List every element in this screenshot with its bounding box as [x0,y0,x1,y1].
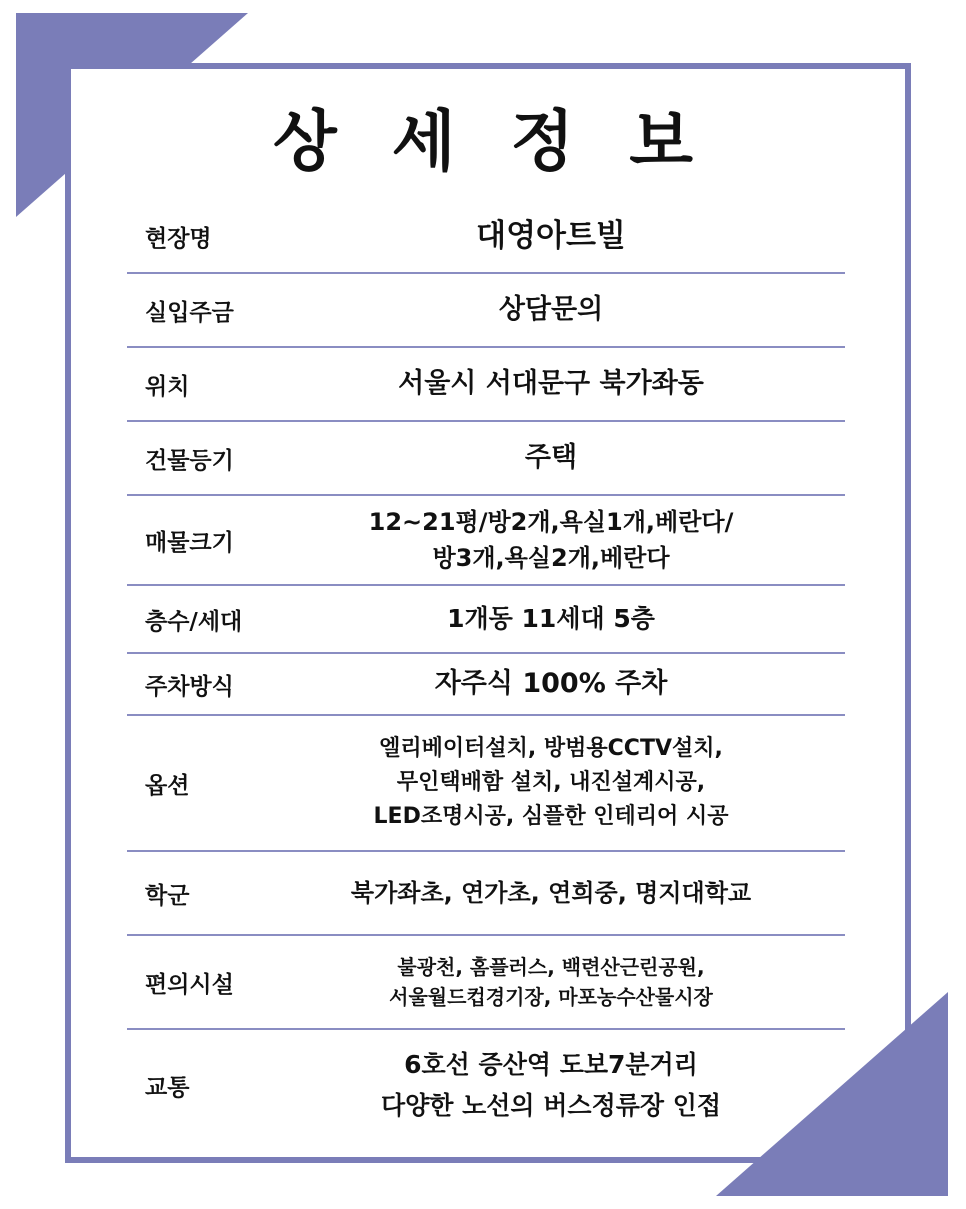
row-value: 자주식 100% 주차 [434,667,668,699]
row-label: 매물크기 [145,529,234,556]
row-label: 현장명 [145,225,212,252]
row-value: 대영아트빌 [476,217,626,254]
table-row-building-registry [127,422,845,496]
row-value: 6호선 증산역 도보7분거리 다양한 노선의 버스정류장 인접 [380,1049,722,1120]
row-value: 북가좌초, 연가초, 연희중, 명지대학교 [350,879,752,907]
row-value: 주택 [524,441,578,473]
table-row-parking [127,654,845,716]
row-value: 불광천, 홈플러스, 백련산근린공원, 서울월드컵경기장, 마포농수산물시장 [389,955,713,1009]
table-row-location [127,348,845,422]
table-row-amenities [127,936,845,1030]
row-value: 12~21평/방2개,욕실1개,베란다/ 방3개,욕실2개,베란다 [368,508,734,572]
row-label: 실입주금 [145,299,234,326]
row-label: 옵션 [145,772,190,799]
row-label: 교통 [145,1074,190,1101]
detail-table [127,200,845,1140]
row-label: 학군 [145,882,190,909]
table-row-options [127,716,845,852]
table-row-move-in-cost [127,274,845,348]
table-row-transportation [127,1030,845,1140]
table-row-site-name [127,200,845,274]
row-value: 상담문의 [498,293,604,325]
table-row-school-district [127,852,845,936]
row-value: 1개동 11세대 5층 [447,604,655,634]
row-label: 편의시설 [145,971,234,998]
table-row-floors-units [127,586,845,654]
row-label: 층수/세대 [145,608,243,635]
row-label: 건물등기 [145,447,234,474]
row-label: 주차방식 [145,673,234,700]
row-label: 위치 [145,373,190,400]
row-value: 서울시 서대문구 북가좌동 [398,367,704,399]
row-value: 엘리베이터설치, 방범용CCTV설치, 무인택배함 설치, 내진설계시공, LED조명시공, 심플한 인테리어 시공 [373,735,729,830]
table-row-property-size [127,496,845,586]
page-title: 상 세 정 보 [273,103,709,180]
